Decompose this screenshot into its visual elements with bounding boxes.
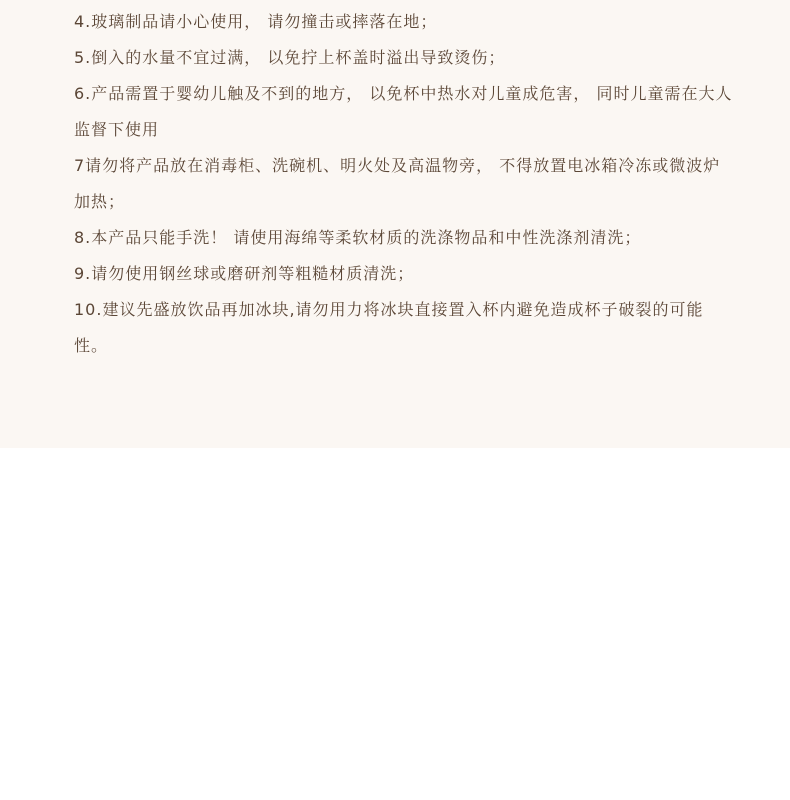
- notice-item-7: 7请勿将产品放在消毒柜、洗碗机、明火处及高温物旁， 不得放置电冰箱冷冻或微波炉加热；: [74, 156, 721, 211]
- notice-item-8: 8.本产品只能手洗！ 请使用海绵等柔软材质的洗涤物品和中性洗涤剂清洗；: [74, 228, 642, 247]
- notice-item-9: 9.请勿使用钢丝球或磨研剂等粗糙材质清洗；: [74, 264, 415, 283]
- notice-list: [74, 4, 734, 364]
- notice-item-4: 4.玻璃制品请小心使用， 请勿撞击或摔落在地；: [74, 12, 438, 31]
- notice-item-10: 10.建议先盛放饮品再加冰块,请勿用力将冰块直接置入杯内避免造成杯子破裂的可能性。: [74, 300, 704, 355]
- notice-item-6: 6.产品需置于婴幼儿触及不到的地方， 以免杯中热水对儿童成危害， 同时儿童需在大人监督下使用: [74, 84, 733, 139]
- notice-item-5: 5.倒入的水量不宜过满， 以免拧上杯盖时溢出导致烫伤；: [74, 48, 506, 67]
